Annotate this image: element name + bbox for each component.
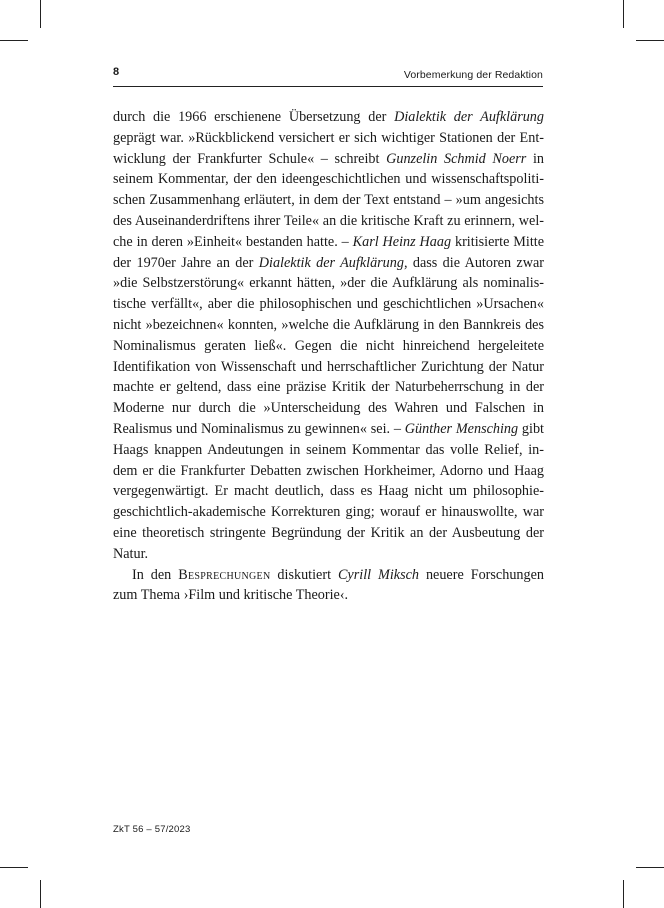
crop-mark-top-left [40, 0, 41, 28]
text-run: durch die 1966 erschienene Übersetzung der [113, 109, 395, 125]
page-number: 8 [113, 66, 120, 78]
crop-mark-bottom-right-h [636, 867, 664, 868]
journal-issue: ZkT 56 – 57/2023 [113, 824, 191, 835]
crop-mark-top-right-h [636, 40, 664, 41]
text-run: In den [132, 566, 179, 583]
text-run: , dass die Autoren zwar »die Selbstzerstörung« erkannt hätten, »der die Aufklärung als nominalistische verfällt«, aber die philosophischen und geschichtlichen »Ursachen« nicht »bezeichnen« konnten, »welche die Aufklärung in den Bannkreis des Nominalismus geraten ließ«. Gegen die nicht hinreichend hergeleitete Identifikation von Wissenschaft und herrschaftlicher Zurichtung der Natur machte er geltend, dass eine präzise Kritik der Naturbeherrschung in der Moderne nur durch die »Unterscheidung des Wahren und Falschen in Realismus und Nominalismus zu gewinnen« sei. – [113, 254, 544, 437]
text-run: in seinem Kommentar, der den ideengeschichtlichen und wissenschaftspolitischen Zusammenhang erläutert, in dem der Text entstand – »um angesichts des Auseinanderdriftens ihrer Teile« an die kritische Kraft zu erinnern, welche in deren »Einheit« bestanden hatte. – [113, 150, 544, 250]
text-run: diskutiert [270, 566, 338, 583]
italic-name: Gunzelin Schmid Noerr [386, 150, 527, 167]
section-name: Besprechungen [178, 566, 271, 583]
crop-mark-top-left-h [0, 40, 28, 41]
crop-mark-bottom-left [40, 880, 41, 908]
italic-name: Günther Mensching [404, 420, 519, 437]
page-header [113, 64, 543, 87]
crop-mark-top-right [623, 0, 624, 28]
paragraph [113, 107, 544, 565]
paragraph [113, 565, 544, 607]
italic-name: Dialektik der Aufklärung [258, 254, 404, 271]
italic-name: Cyrill Miksch [337, 566, 419, 583]
running-head: Vorbemerkung der Redaktion [403, 69, 543, 81]
italic-name: Karl Heinz Haag [352, 233, 452, 250]
italic-name: Dialektik der Aufklärung [394, 109, 544, 125]
crop-mark-bottom-left-h [0, 867, 28, 868]
text-run: gibt Haags knappen Andeutungen in seinem Kommentar das volle Relief, indem er die Frankfurter Debatten zwischen Horkheimer, Adorno und Haag vergegenwärtigt. Er macht deutlich, dass es Haag nicht um philosophiegeschichtlich-akademische Korrekturen ging; worauf er hinauswollte, war eine theoretisch stringente Begründung der Kritik an der Ausbeutung der Natur. [113, 420, 544, 562]
text-run: kritisierte Mitte der 1970er Jahre an der [113, 233, 544, 271]
text-run: neuere Forschungen zum Thema ›Film und kritische Theorie‹. [113, 566, 544, 604]
crop-mark-bottom-right [623, 880, 624, 908]
body-text [113, 107, 544, 606]
text-run: geprägt war. »Rückblickend versichert er sich wichtiger Stationen der Entwicklung der Frankfurter Schule« – schreibt [113, 129, 544, 167]
